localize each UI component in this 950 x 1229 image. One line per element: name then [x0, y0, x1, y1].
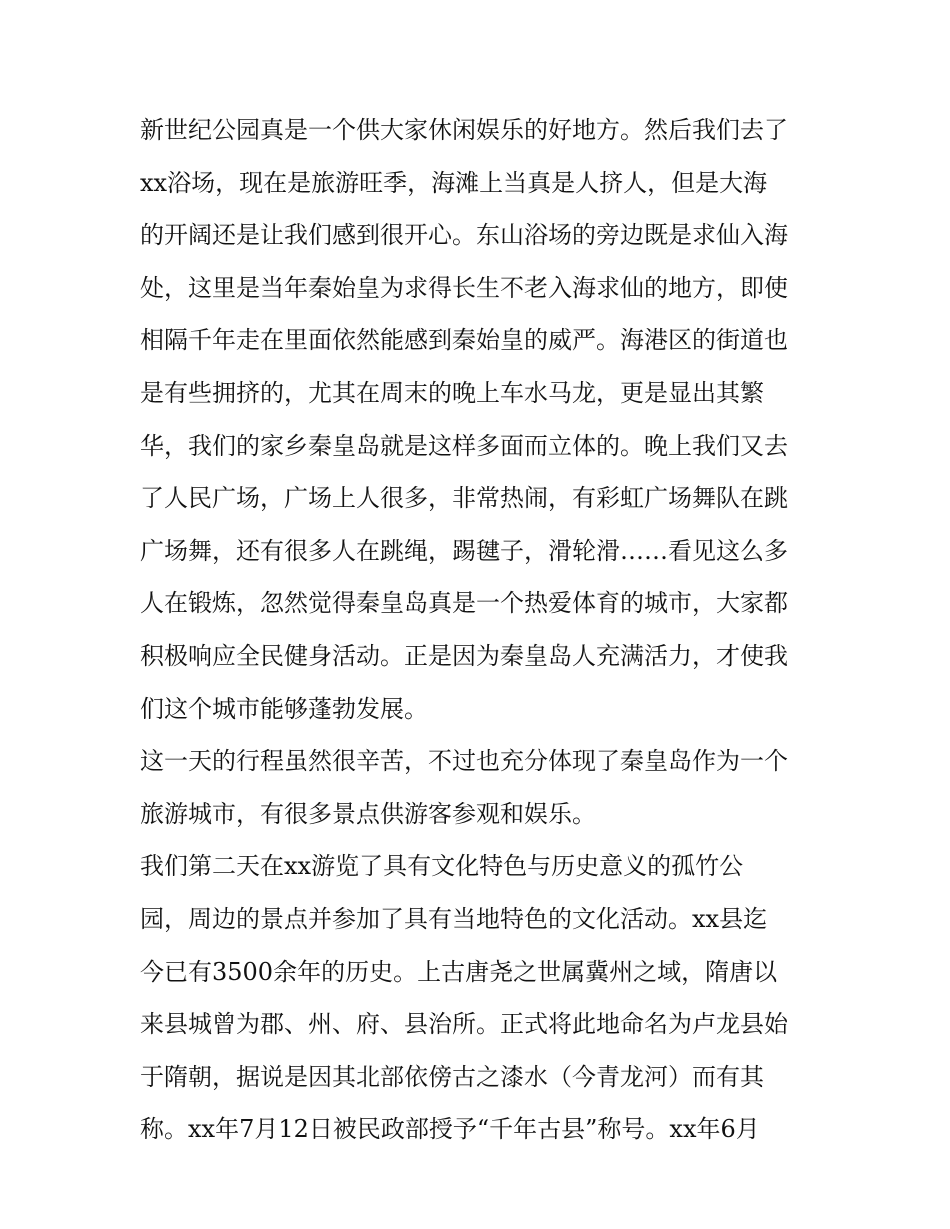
text-line: 来县城曾为郡、州、府、县治所。正式将此地命名为卢龙县始 — [140, 1010, 788, 1039]
text-line: 这一天的行程虽然很辛苦，不过也充分体现了秦皇岛作为一个 — [140, 747, 788, 776]
text-line: 于隋朝，据说是因其北部依傍古之漆水（今青龙河）而有其 — [140, 1062, 764, 1091]
text-line: xx浴场，现在是旅游旺季，海滩上当真是人挤人，但是大海 — [140, 168, 768, 197]
text-line: 人在锻炼，忽然觉得秦皇岛真是一个热爱体育的城市，大家都 — [140, 589, 788, 618]
text-line: 我们第二天在xx游览了具有文化特色与历史意义的孤竹公 — [140, 852, 744, 881]
text-line: 称。xx年7月12日被民政部授予“千年古县”称号。xx年6月 — [140, 1115, 760, 1144]
text-line: 园，周边的景点并参加了具有当地特色的文化活动。xx县迄 — [140, 904, 768, 933]
text-line: 新世纪公园真是一个供大家休闲娱乐的好地方。然后我们去了 — [140, 116, 788, 144]
text-line: 相隔千年走在里面依然能感到秦始皇的威严。海港区的街道也 — [140, 326, 788, 355]
text-line: 是有些拥挤的，尤其在周末的晚上车水马龙，更是显出其繁 — [140, 378, 764, 407]
text-line: 旅游城市，有很多景点供游客参观和娱乐。 — [140, 799, 596, 828]
text-line: 华，我们的家乡秦皇岛就是这样多面而立体的。晚上我们又去 — [140, 431, 788, 460]
text-line: 处，这里是当年秦始皇为求得长生不老入海求仙的地方，即使 — [140, 273, 788, 302]
text-line: 今已有3500余年的历史。上古唐尧之世属冀州之域，隋唐以 — [140, 957, 778, 986]
text-line: 了人民广场，广场上人很多，非常热闹，有彩虹广场舞队在跳 — [140, 484, 788, 513]
text-line: 们这个城市能够蓬勃发展。 — [140, 694, 428, 723]
body-text — [140, 104, 820, 1156]
text-line: 积极响应全民健身活动。正是因为秦皇岛人充满活力，才使我 — [140, 641, 788, 670]
text-line: 广场舞，还有很多人在跳绳，踢毽子，滑轮滑……看见这么多 — [140, 536, 788, 565]
text-line: 的开阔还是让我们感到很开心。东山浴场的旁边既是求仙入海 — [140, 221, 788, 250]
